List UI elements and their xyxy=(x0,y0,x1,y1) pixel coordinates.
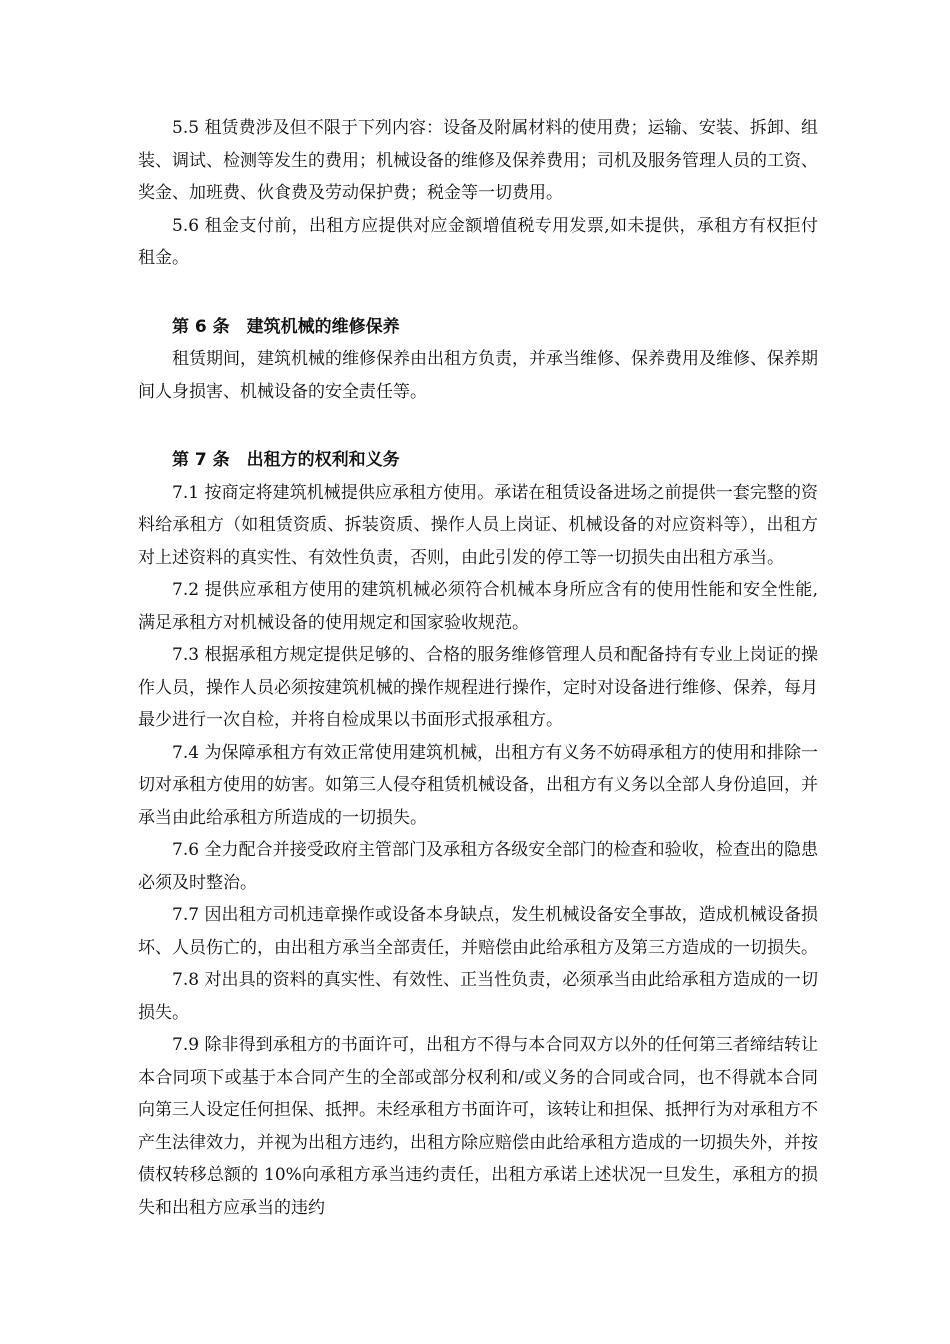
clause-7-7: 7.7 因出租方司机违章操作或设备本身缺点，发生机械设备安全事故，造成机械设备损坏、人员伤亡的，由出租方承当全部责任，并赔偿由此给承租方及第三方造成的一切损失。 xyxy=(138,905,818,958)
section-6-paragraph: 租赁期间，建筑机械的维修保养由出租方负责，并承当维修、保养费用及维修、保养期间人身损害、机械设备的安全责任等。 xyxy=(138,349,818,402)
clause-7-6: 7.6 全力配合并接受政府主管部门及承租方各级安全部门的检查和验收，检查出的隐患必须及时整治。 xyxy=(138,840,818,893)
clause-7-4: 7.4 为保障承租方有效正常使用建筑机械，出租方有义务不妨碍承租方的使用和排除一切对承租方使用的妨害。如第三人侵夺租赁机械设备，出租方有义务以全部人身份追回，并承当由此给承租方所造成的一切损失。 xyxy=(138,742,818,828)
section-spacer xyxy=(138,408,818,444)
clause-7-3: 7.3 根据承租方规定提供足够的、合格的服务维修管理人员和配备持有专业上岗证的操作人员，操作人员必须按建筑机械的操作规程进行操作，定时对设备进行维修、保养，每月最少进行一次自检，并将自检成果以书面形式报承租方。 xyxy=(138,645,818,730)
section-7-heading: 第 7 条 出租方的权利和义务 xyxy=(172,450,400,470)
clause-7-2: 7.2 提供应承租方使用的建筑机械必须符合机械本身所应含有的使用性能和安全性能,满足承租方对机械设备的使用规定和国家验收规范。 xyxy=(138,580,818,633)
clause-5-5: 5.5 租赁费涉及但不限于下列内容：设备及附属材料的使用费；运输、安装、拆卸、组装、调试、检测等发生的费用；机械设备的维修及保养费用；司机及服务管理人员的工资、奖金、加班费、伙食费及劳动保护费；税金等一切费用。 xyxy=(138,118,818,203)
clause-5-6: 5.6 租金支付前，出租方应提供对应金额增值税专用发票,如未提供，承租方有权拒付租金。 xyxy=(138,215,818,268)
clause-7-1: 7.1 按商定将建筑机械提供应承租方使用。承诺在租赁设备进场之前提供一套完整的资料给承租方（如租赁资质、拆装资质、操作人员上岗证、机械设备的对应资料等），出租方对上述资料的真实性、有效性负责，否则，由此引发的停工等一切损失由出租方承当。 xyxy=(138,482,818,568)
document-page xyxy=(138,112,818,1224)
clause-7-8: 7.8 对出具的资料的真实性、有效性、正当性负责，必须承当由此给承租方造成的一切损失。 xyxy=(138,970,818,1023)
section-spacer xyxy=(138,275,818,311)
clause-7-9: 7.9 除非得到承租方的书面许可，出租方不得与本合同双方以外的任何第三者缔结转让本合同项下或基于本合同产生的全部或部分权利和/或义务的合同或合同，也不得就本合同向第三人设定任何担保、抵押。未经承租方书面许可，该转让和担保、抵押行为对承租方不产生法律效力，并视为出租方违约，出租方除应赔偿由此给承租方造成的一切损失外，并按债权转移总额的 10%向承租方承当违约责任，出租方承诺上述状况一旦发生，承租方的损失和出租方应承当的违约 xyxy=(138,1035,818,1218)
section-6-heading: 第 6 条 建筑机械的维修保养 xyxy=(172,316,400,337)
